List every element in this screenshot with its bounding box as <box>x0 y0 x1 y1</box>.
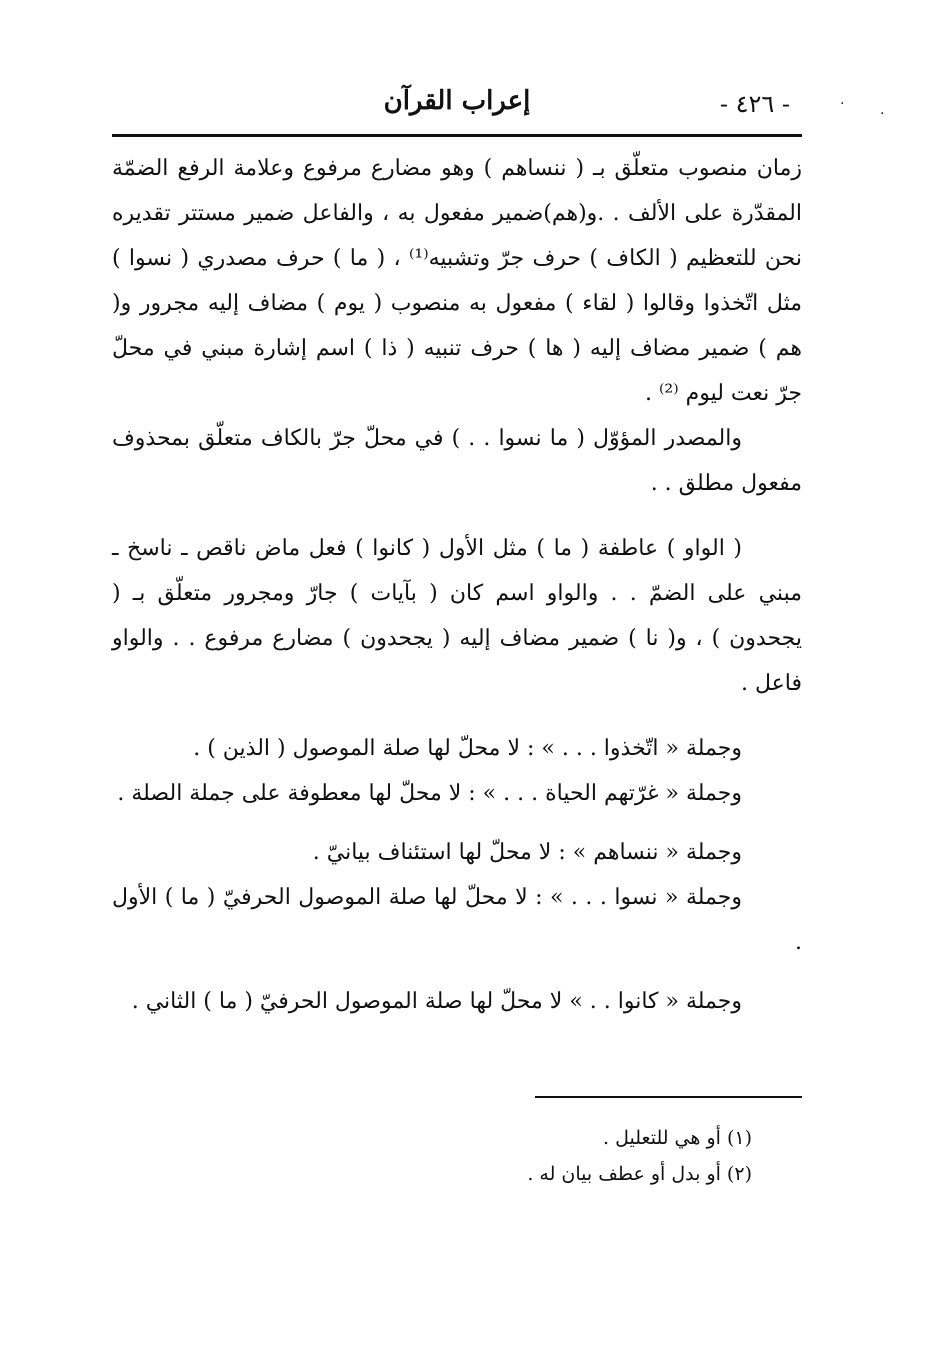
scan-speck: · <box>880 106 885 122</box>
sentence-nansahum: وجملة « ننساهم » : لا محلّ لها استئناف بيانيّ . <box>312 840 742 865</box>
page-header <box>112 82 802 130</box>
footnote-rule <box>535 1096 802 1098</box>
footnotes <box>112 1120 752 1192</box>
sentence-ittakhadhu: وجملة « اتّخذوا . . . » : لا محلّ لها صلة الموصول ( الذين ) . <box>193 736 742 761</box>
header-rule <box>112 134 802 137</box>
paragraph-1: زمان منصوب متعلّق بـ ( ننساهم ) وهو مضارع مرفوع وعلامة الرفع الضمّة المقدّرة على الألف . .و(هم)ضمير مفعول به ، والفاعل ضمير مستتر تقديره نحن للتعظيم ( الكاف ) حرف جرّ وتشبيه⁽¹⁾ ، ( ما ) حرف مصدري ( نسوا ) مثل اتّخذوا وقالوا ( لقاء ) مفعول به منصوب ( يوم ) مضاف إليه مجرور و( هم ) ضمير مضاف إليه ( ها ) حرف تنبيه ( ذا ) اسم إشارة مبني في محلّ جرّ نعت ليوم ⁽²⁾ . <box>112 156 802 406</box>
footnote-1: (١) أو هي للتعليل . <box>603 1127 752 1149</box>
sentence-kanu: وجملة « كانوا . . » لا محلّ لها صلة الموصول الحرفيّ ( ما ) الثاني . <box>131 989 742 1014</box>
footnote-2: (٢) أو بدل أو عطف بيان له . <box>527 1163 752 1185</box>
page-number: - ٤٢٦ - <box>719 90 790 118</box>
sentence-nasu: وجملة « نسوا . . . » : لا محلّ لها صلة الموصول الحرفيّ ( ما ) الأول . <box>112 885 802 955</box>
scan-speck: · <box>840 96 845 112</box>
paragraph-2: والمصدر المؤوّل ( ما نسوا . . ) في محلّ جرّ بالكاف متعلّق بمحذوف مفعول مطلق . . <box>112 426 802 496</box>
sentence-gharrathum: وجملة « غرّتهم الحياة . . . » : لا محلّ لها معطوفة على جملة الصلة . <box>117 781 742 806</box>
book-title: إعراب القرآن <box>383 86 531 116</box>
paragraph-3: ( الواو ) عاطفة ( ما ) مثل الأول ( كانوا ) فعل ماض ناقص ـ ناسخ ـ مبني على الضمّ . . والواو اسم كان ( بآيات ) جارّ ومجرور متعلّق بـ ( يجحدون ) ، و( نا ) ضمير مضاف إليه ( يجحدون ) مضارع مرفوع . . والواو فاعل . <box>112 536 802 696</box>
page-body <box>112 146 802 1024</box>
